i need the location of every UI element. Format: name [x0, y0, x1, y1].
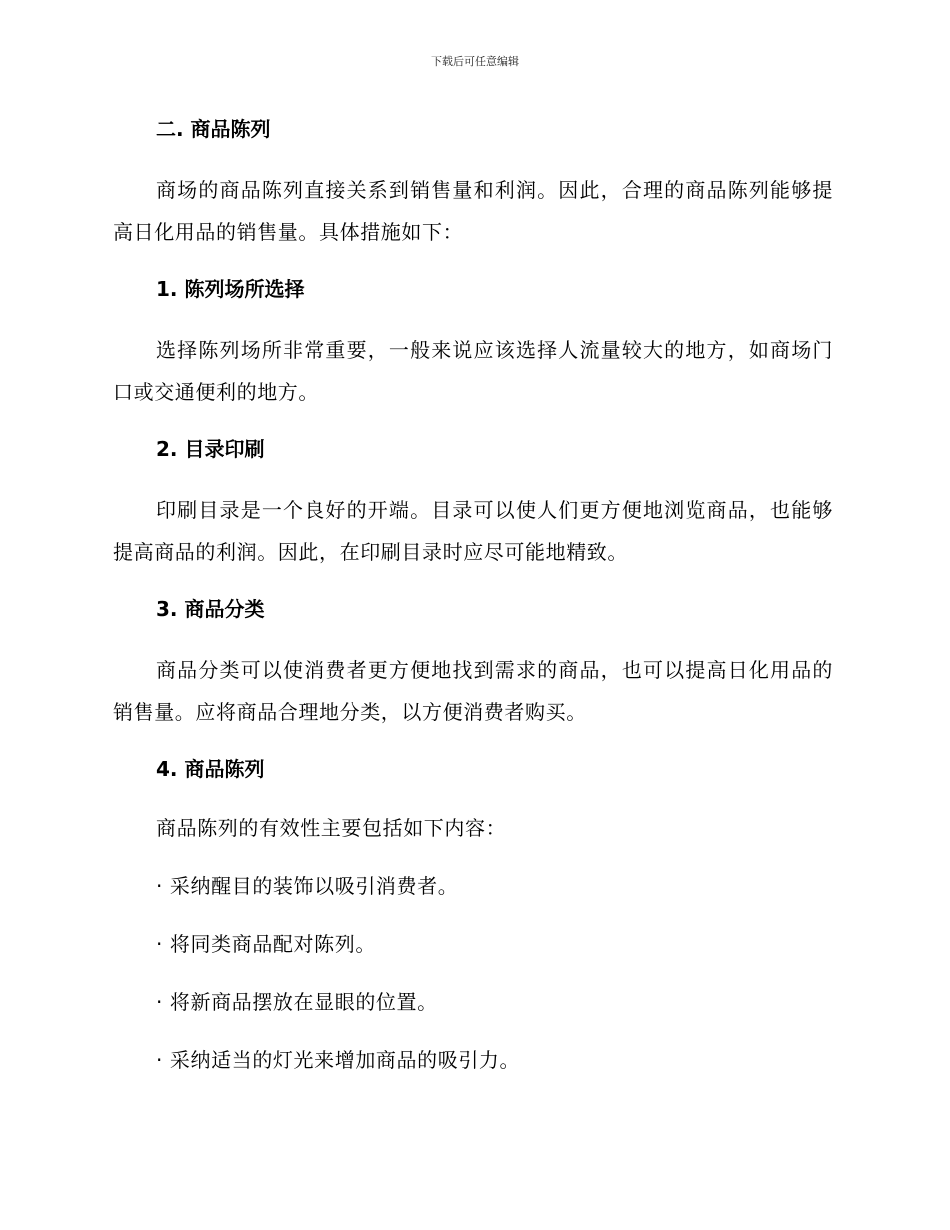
bullet-item: · 采纳醒目的装饰以吸引消费者。 — [156, 874, 459, 898]
item-body-2: 印刷目录是一个良好的开端。目录可以使人们更方便地浏览商品，也能够提高商品的利润。因此，在印刷目录时应尽可能地精致。 — [113, 498, 833, 564]
item-title-2: 2. 目录印刷 — [156, 437, 265, 461]
item-body-4: 商品陈列的有效性主要包括如下内容： — [156, 816, 507, 840]
intro-paragraph: 商场的商品陈列直接关系到销售量和利润。因此，合理的商品陈列能够提高日化用品的销售量。具体措施如下： — [113, 178, 833, 244]
item-body-1: 选择陈列场所非常重要，一般来说应该选择人流量较大的地方，如商场门口或交通便利的地方。 — [113, 338, 833, 404]
item-title-3: 3. 商品分类 — [156, 597, 265, 621]
item-body-3: 商品分类可以使消费者更方便地找到需求的商品，也可以提高日化用品的销售量。应将商品合理地分类，以方便消费者购买。 — [113, 658, 833, 724]
bullet-item: · 将新商品摆放在显眼的位置。 — [156, 990, 438, 1014]
item-title-4: 4. 商品陈列 — [156, 757, 265, 781]
section-title: 二. 商品陈列 — [156, 117, 271, 141]
document-body — [113, 110, 833, 1099]
item-title-1: 1. 陈列场所选择 — [156, 277, 305, 301]
bullet-item: · 采纳适当的灯光来增加商品的吸引力。 — [156, 1048, 521, 1072]
page-header: 下载后可任意编辑 — [431, 55, 519, 68]
bullet-item: · 将同类商品配对陈列。 — [156, 932, 376, 956]
